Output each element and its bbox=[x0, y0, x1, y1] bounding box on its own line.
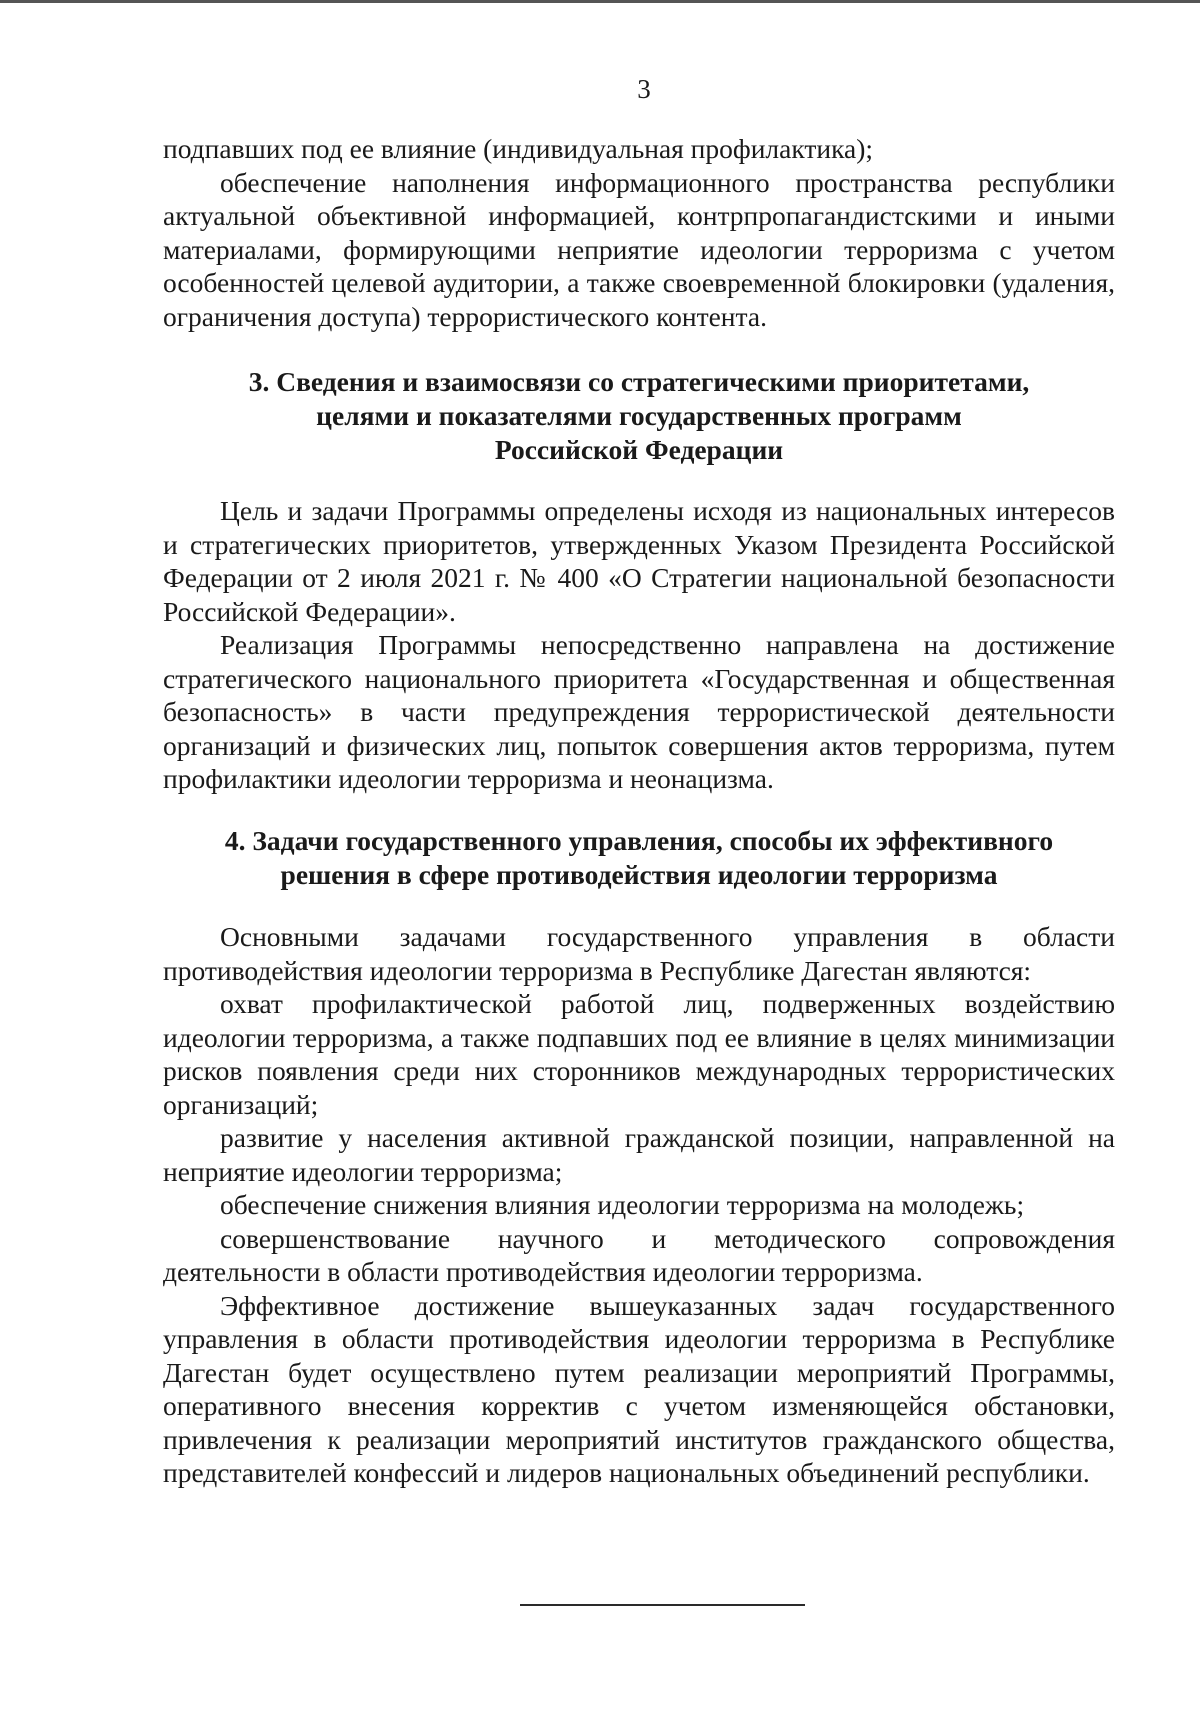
section-3-heading-line-3: Российской Федерации bbox=[494, 434, 784, 465]
intro-block bbox=[163, 132, 1115, 333]
section-4-heading-line-1: 4. Задачи государственного управления, способы их эффективного bbox=[224, 825, 1054, 856]
section-4-paragraph-1: Основными задачами государственного управления в области противодействия идеологии терроризма в Республике Дагестан являются: bbox=[163, 921, 1115, 986]
intro-paragraph-2: обеспечение наполнения информационного пространства республики актуальной объективной информацией, контрпропагандистскими и иными материалами, формирующими неприятие идеологии терроризма с учетом особенностей целевой аудитории, а также своевременной блокировки (удаления, ограничения доступа) террористического контента. bbox=[163, 166, 1115, 332]
section-4-heading bbox=[163, 824, 1115, 892]
section-4-paragraph-2: охват профилактической работой лиц, подверженных воздействию идеологии терроризма, а также подпавших под ее влияние в целях минимизации рисков появления среди них сторонников международных террористических организаций; bbox=[163, 988, 1115, 1120]
section-4-paragraph-3: развитие у населения активной гражданской позиции, направленной на неприятие идеологии терроризма; bbox=[163, 1122, 1115, 1187]
section-4-paragraph-6: Эффективное достижение вышеуказанных задач государственного управления в области противодействия идеологии терроризма в Республике Дагестан будет осуществлено путем реализации мероприятий Программы, оперативного внесения корректив с учетом изменяющейся обстановки, привлечения к реализации мероприятий институтов гражданского общества, представителей конфессий и лидеров национальных объединений республики. bbox=[163, 1289, 1115, 1488]
page-number: 3 bbox=[637, 74, 651, 104]
document-end-line bbox=[520, 1604, 805, 1606]
section-3-heading-line-1: 3. Сведения и взаимосвязи со стратегическими приоритетами, bbox=[248, 366, 1030, 397]
section-4-paragraph-5: совершенствование научного и методического сопровождения деятельности в области противодействия идеологии терроризма. bbox=[163, 1222, 1115, 1287]
section-4-heading-line-2: решения в сфере противодействия идеологии терроризма bbox=[280, 859, 998, 890]
intro-paragraph-1: подпавших под ее влияние (индивидуальная профилактика); bbox=[163, 133, 874, 164]
section-3-heading-line-2: целями и показателями государственных программ bbox=[316, 400, 962, 431]
section-3-heading bbox=[163, 365, 1115, 467]
section-4-body bbox=[163, 920, 1115, 1490]
section-4-paragraph-4: обеспечение снижения влияния идеологии терроризма на молодежь; bbox=[220, 1189, 1025, 1220]
page-top-edge bbox=[0, 0, 1200, 3]
section-3-paragraph-2: Реализация Программы непосредственно направлена на достижение стратегического национального приоритета «Государственная и общественная безопасность» в части предупреждения террористической деятельности организаций и физических лиц, попыток совершения актов терроризма, путем профилактики идеологии терроризма и неонацизма. bbox=[163, 629, 1115, 794]
section-3-body bbox=[163, 494, 1115, 796]
section-3-paragraph-1: Цель и задачи Программы определены исходя из национальных интересов и стратегических приоритетов, утвержденных Указом Президента Российской Федерации от 2 июля 2021 г. № 400 «О Стратегии национальной безопасности Российской Федерации». bbox=[163, 495, 1115, 627]
